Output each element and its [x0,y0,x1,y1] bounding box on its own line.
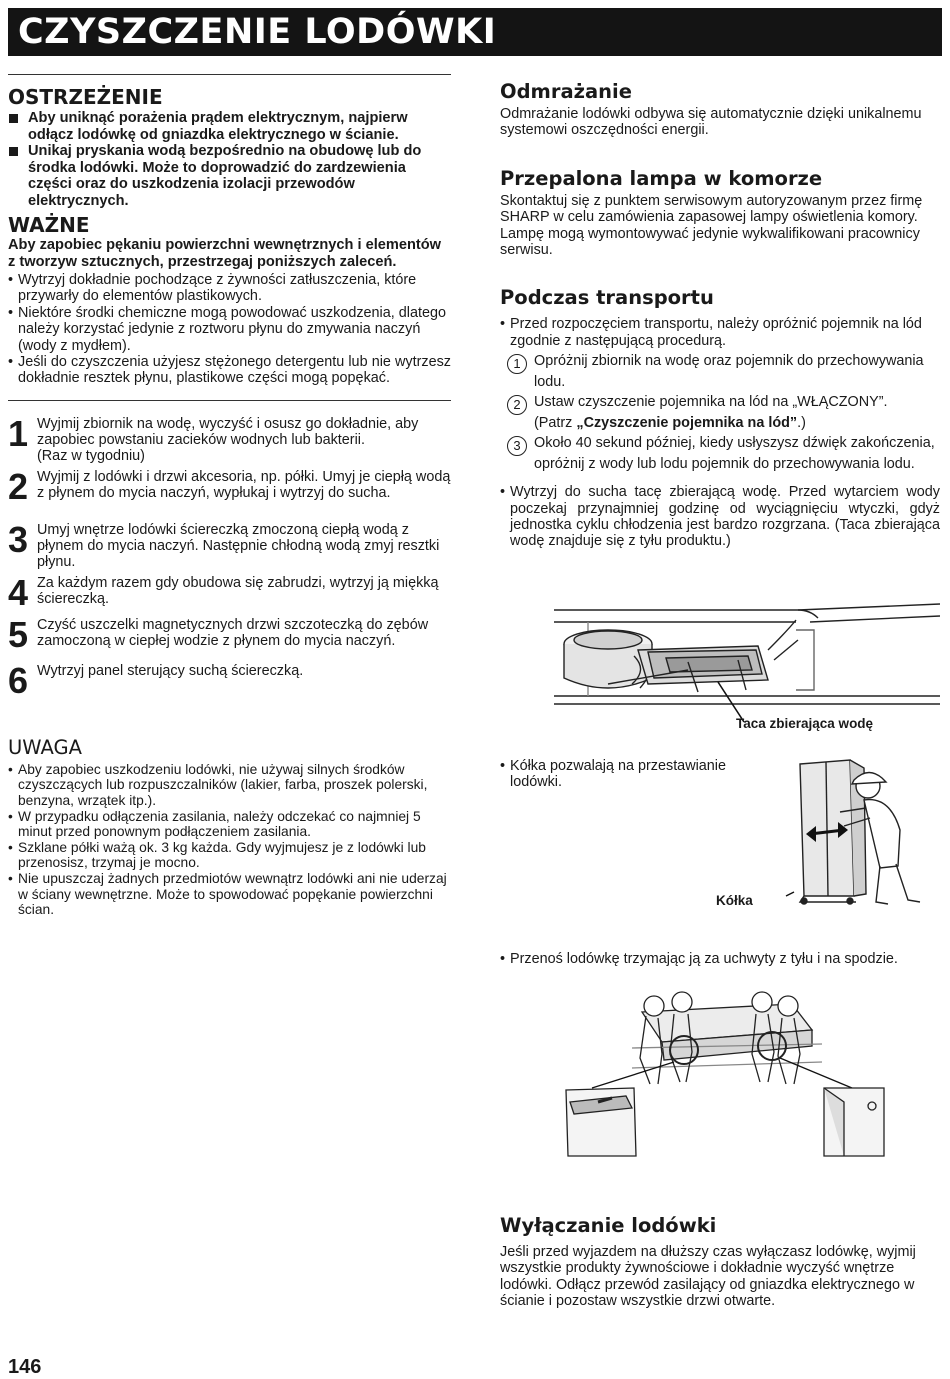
transport-substep: 1 Opróżnij zbiornik na wodę oraz pojemnik do przechowywania lodu. [500,351,940,392]
defrost-heading: Odmrażanie [500,80,632,103]
defrost-text: Odmrażanie lodówki odbywa się automatycznie dzięki unikalnemu systemowi oszczędności energii. [500,106,922,139]
transport-bullet: • Przed rozpoczęciem transportu, należy opróżnić pojemnik na lód zgodnie z następującą procedurą. [500,316,940,349]
page-number: 146 [8,1356,42,1378]
lamp-text: Skontaktuj się z punktem serwisowym autoryzowanym przez firmę SHARP w celu zamówienia zapasowej lampy oświetlenia komory. Lampę mogą wymontowywać jedynie wykwalifikowani pracownicy serwisu. [500,192,923,259]
caution-list [8,762,451,918]
transport-bullet: • Wytrzyj do sucha tacę zbierającą wodę. Przed wytarciem wody poczekaj przynajmniej godzinę od wyciągnięciu wtyczki, gdyż jednostka cyklu chłodzenia jest bardzo rozgrzana. (Taca zbierająca wodę znajduje się z tyłu produktu.) [500,484,940,550]
step-item: 3 Umyj wnętrze lodówki ściereczką zmoczoną ciepłą wodą z płynem do mycia naczyń. Następnie chłodną wodą zmyj resztki płynu. [8,518,440,571]
page-title: CZYSZCZENIE LODÓWKI [18,12,497,52]
warning-heading: OSTRZEŻENIE [8,85,163,109]
warning-item: Unikaj pryskania wodą bezpośrednio na obudowę lub do środka lodówki. Może to doprowadzić do zardzewienia części oraz do uszkodzenia izolacji przewodów elektrycznych. [8,143,451,209]
important-bullet: • Jeśli do czyszczenia użyjesz stężonego detergentu lub nie wytrzesz dokładnie resztek płynu, plastikowe części mogą popękać. [8,354,451,387]
steps-list [8,412,451,703]
step-circle-icon: 3 [507,436,527,456]
warning-item: Aby uniknąć porażenia prądem elektrycznym, najpierw odłącz lodówkę od gniazdka elektrycznego w ścianie. [8,110,451,143]
left-column [8,74,451,918]
shutdown-text: Jeśli przed wyjazdem na dłuższy czas wyłączasz lodówkę, wyjmij wszystkie produkty żywnościowe i dokładnie wyczyść wnętrze lodówki. Odłącz przewód zasilający od gniazdka elektrycznego w ścianie i pozostaw wszystkie drzwi otwarte. [500,1244,916,1310]
shutdown-heading: Wyłączanie lodówki [500,1214,717,1237]
shutdown-section [500,1214,940,1310]
transport-substeps [500,351,940,474]
right-column [500,80,940,550]
caution-bullet: • Nie upuszczaj żadnych przedmiotów wewnątrz lodówki ani nie uderzaj w ściany wewnętrzne. Może to spowodować popękanie powierzchni ścian. [8,871,451,918]
step-item: 2 Wyjmij z lodówki i drzwi akcesoria, np. półki. Umyj je ciepłą wodą z płynem do mycia naczyń, wypłukaj i wytrzyj do sucha. [8,465,451,507]
square-bullet-icon [9,147,18,156]
divider [8,74,451,75]
caution-heading: UWAGA [8,735,82,759]
moving-fridge-illustration [780,756,940,916]
step-number: 5 [8,613,29,655]
step-item: 6 Wytrzyj panel sterujący suchą ściereczką. [8,659,304,701]
step-number: 4 [8,571,29,613]
step-number: 6 [8,659,29,701]
wheels-label: Kółka [716,893,753,908]
important-intro: Aby zapobiec pękaniu powierzchni wewnętrznych i elementów z tworzyw sztucznych, przestrzegaj poniższych zaleceń. [8,237,442,270]
step-circle-icon: 2 [507,395,527,415]
lamp-heading: Przepalona lampa w komorze [500,166,823,190]
important-bullet: • Wytrzyj dokładnie pochodzące z żywności zatłuszczenia, które przywarły do elementów plastikowych. [8,272,451,305]
square-bullet-icon [9,114,18,123]
caution-bullet: • Aby zapobiec uszkodzeniu lodówki, nie używaj silnych środków czyszczących lub rozpuszczalników (lakier, farba, proszek polerski, benzyna, wrzątek itp.). [8,762,451,809]
carrying-fridge-illustration [562,984,888,1160]
caution-bullet: • W przypadku odłączenia zasilania, należy odczekać co najmniej 5 minut przed ponownym podłączeniem zasilania. [8,809,451,840]
step-item: 4 Za każdym razem gdy obudowa się zabrudzi, wytrzyj ją miękką ściereczką. [8,571,439,613]
important-heading: WAŻNE [8,213,90,237]
tray-label: Taca zbierająca wodę [736,716,874,731]
step-number: 1 [8,412,29,454]
transport-substep: 2 Ustaw czyszczenie pojemnika na lód na „WŁĄCZONY”. (Patrz „Czyszczenie pojemnika na lód”.) [500,392,940,433]
transport-substep: 3 Około 40 sekund później, kiedy usłyszysz dźwięk zakończenia, opróżnij z wody lub lodu pojemnik do przechowywania lodu. [500,433,940,474]
caution-bullet: • Szklane półki ważą ok. 3 kg każda. Gdy wyjmujesz je z lodówki lub przenosisz, trzymaj je mocno. [8,840,451,871]
divider [8,400,451,401]
transport-bullet: • Przenoś lodówkę trzymając ją za uchwyty z tyłu i na spodzie. [500,951,950,967]
transport-bullet: • Kółka pozwalają na przestawianie lodówki. [500,758,760,791]
cross-reference: „Czyszczenie pojemnika na lód” [576,414,798,431]
transport-heading: Podczas transportu [500,286,714,310]
important-bullet: • Niektóre środki chemiczne mogą powodować uszkodzenia, dlatego należy korzystać jedynie z roztworu płynu do zmywania naczyń (wody z mydłem). [8,305,451,354]
step-number: 3 [8,518,29,560]
step-item: 1 Wyjmij zbiornik na wodę, wyczyść i osusz go dokładnie, aby zapobiec powstaniu zacieków wodnych lub bakterii. (Raz w tygodniu) [8,412,419,465]
step-number: 2 [8,465,29,507]
title-bar [8,8,942,56]
step-circle-icon: 1 [507,354,527,374]
step-item: 5 Czyść uszczelki magnetycznych drzwi szczoteczką do zębów zamoczoną w ciepłej wodzie z płynem do mycia naczyń. [8,613,429,655]
